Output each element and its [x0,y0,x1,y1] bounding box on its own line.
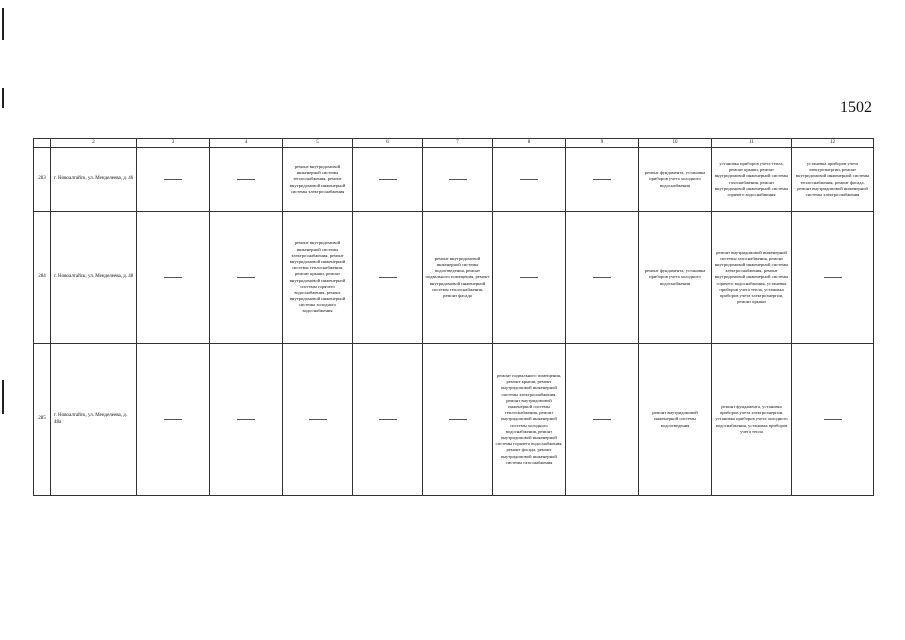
dash [824,277,842,278]
header-cell [34,139,51,148]
dash-cell [137,148,210,212]
address-cell: г. Новоалтайск, ул. Менделеева, д. 46 [51,148,137,212]
column-number-header [34,139,874,148]
dash [237,179,255,180]
dash-cell [353,344,423,496]
dash [164,277,182,278]
header-cell: 11 [712,139,792,148]
dash [379,277,397,278]
dash [379,419,397,420]
dash-cell [353,212,423,344]
dash [593,419,611,420]
dash-cell [566,212,639,344]
dash [449,179,467,180]
dash-cell [210,212,283,344]
header-cell: 10 [639,139,712,148]
works-cell: установка приборов учета электроэнергии, ремонт внутридомовой инженерной системы теплоснабжения, ремонт фасада, ремонт внутридомовой инженерной системы электроснабжения [792,148,874,212]
dash [593,277,611,278]
header-cell: 6 [353,139,423,148]
row-number: 283 [34,148,51,212]
row-number: 285 [34,344,51,496]
dash [164,419,182,420]
dash [449,419,467,420]
left-edge-mark-3 [2,380,4,414]
address-cell: г. Новоалтайск, ул. Менделеева, д. 48 [51,212,137,344]
dash-cell [210,344,283,496]
dash-cell [210,148,283,212]
dash-cell [792,212,874,344]
dash-cell [493,148,566,212]
table-row [34,344,874,496]
header-cell: 8 [493,139,566,148]
dash-cell [283,344,353,496]
left-edge-mark-1 [2,8,4,40]
dash [237,277,255,278]
dash-cell [792,344,874,496]
works-cell: ремонт внутридомовой инженерной системы теплоснабжения, ремонт внутридомовой инженерной системы электроснабжения [283,148,353,212]
page-number: 1502 [840,99,872,116]
table-row [34,148,874,212]
header-cell: 2 [51,139,137,148]
dash-cell [137,212,210,344]
header-cell: 9 [566,139,639,148]
header-cell: 3 [137,139,210,148]
header-cell: 7 [423,139,493,148]
dash-cell [423,148,493,212]
works-cell: ремонт фундамента, установка приборов учета холодного водоснабжения [639,212,712,344]
dash [520,179,538,180]
header-cell: 4 [210,139,283,148]
dash [824,419,842,420]
row-number: 284 [34,212,51,344]
left-edge-mark-2 [2,88,4,108]
dash [309,419,327,420]
dash-cell [353,148,423,212]
works-cell: ремонт внутридомовой инженерной системы водоотведения [639,344,712,496]
works-cell: ремонт фундамента, установка приборов учета электроэнергии, установка приборов учета холодного водоснабжения, установка приборов учета тепла [712,344,792,496]
address-cell: г. Новоалтайск, ул. Менделеева, д. 48а [51,344,137,496]
dash-cell [493,212,566,344]
dash-cell [137,344,210,496]
works-cell: ремонт внутридомовой инженерной системы водоотведения, ремонт подвального помещения, ремонт внутридомовой инженерной системы теплоснабжения, ремонт фасада [423,212,493,344]
dash-cell [566,344,639,496]
dash [520,277,538,278]
works-cell: установка приборов учета тепла, ремонт крыши, ремонт внутридомовой инженерной системы газоснабжения, ремонт внутридомовой инженерной системы горячего водоснабжения [712,148,792,212]
header-cell: 12 [792,139,874,148]
dash-cell [423,344,493,496]
dash [379,179,397,180]
dash [593,179,611,180]
table-row [34,212,874,344]
dash [164,179,182,180]
works-cell: ремонт подвального помещения, ремонт крыши, ремонт внутридомовой инженерной системы электроснабжения, ремонт внутридомовой инженерной системы теплоснабжения, ремонт внутридомовой инженерной системы холодного водоснабжения, ремонт внутридомовой инженерной системы горячего водоснабжения, ремонт фасада, ремонт внутридомовой инженерной системы газоснабжения [493,344,566,496]
dash-cell [566,148,639,212]
works-cell: ремонт внутридомовой инженерной системы электроснабжения, ремонт внутридомовой инженерной системы теплоснабжения, ремонт крыши, ремонт внутридомовой инженерной системы горячего водоснабжения, ремонт внутридомовой инженерной системы холодного водоснабжения [283,212,353,344]
works-cell: ремонт внутридомовой инженерной системы газоснабжения, ремонт внутридомовой инженерной системы электроснабжения, ремонт внутридомовой инженерной системы горячего водоснабжения, установка приборов учета тепла, установка приборов учета электроэнергии, ремонт крыши [712,212,792,344]
dash [237,419,255,420]
works-cell: ремонт фундамента, установка приборов учета холодного водоснабжения [639,148,712,212]
header-cell: 5 [283,139,353,148]
data-table [33,138,874,496]
